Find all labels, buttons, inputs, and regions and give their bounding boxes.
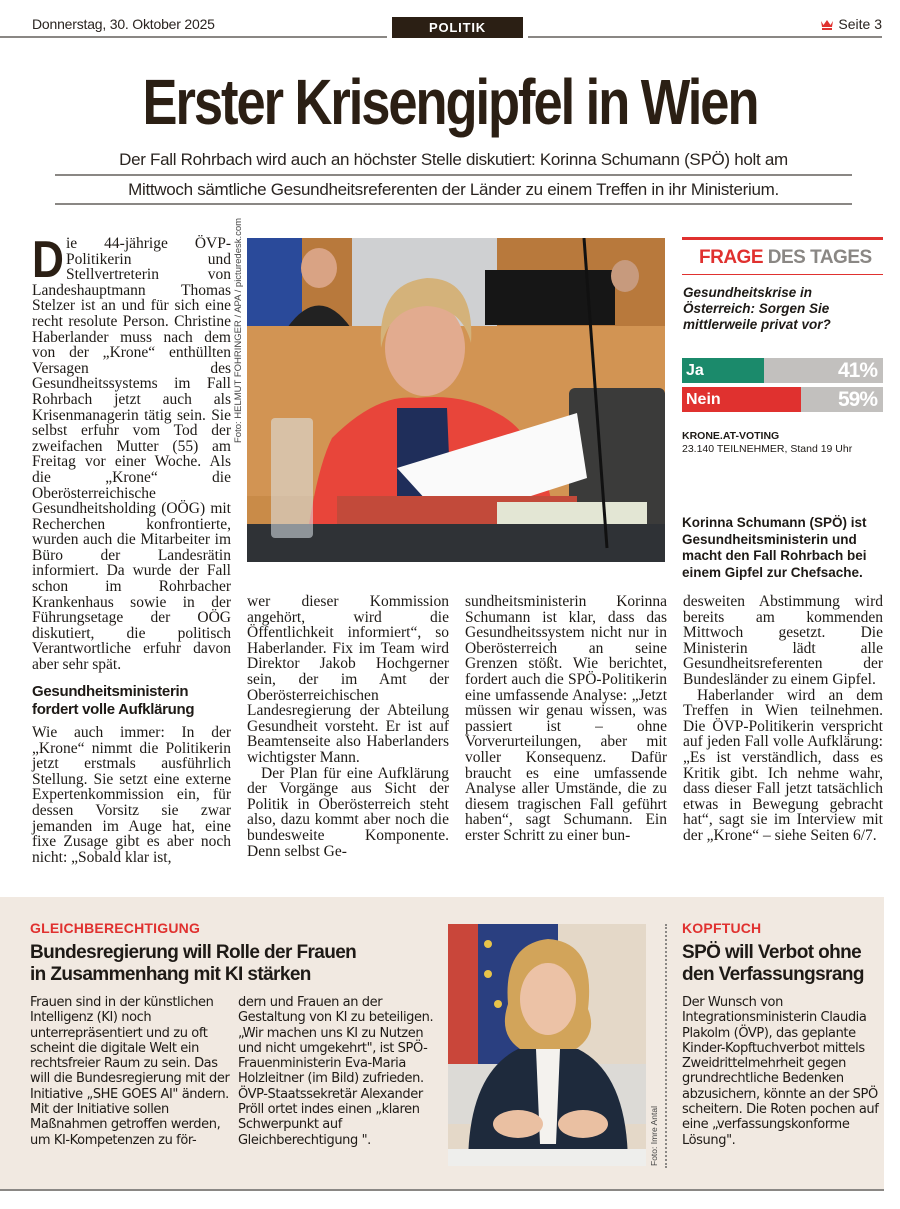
article-paragraph: wer dieser Kommission angehört, wird die Öffentlichkeit informiert“, so Haberlander. Fix im Team wird Direktor Jakob Hochgerner sein, der im Amt der Oberösterreichischen Landesregierung der Abteilung Gesundheit vorsteht. Er ist auf Beamtenseite also Haberlanders wichtigster Mann.: [247, 593, 449, 766]
main-photo[interactable]: [247, 238, 665, 562]
section-label: POLITIK: [392, 17, 523, 38]
story-headline: [682, 942, 882, 986]
poll-option-percent: 41%: [837, 359, 877, 382]
article-column-1-continued: [32, 725, 231, 865]
story-photo[interactable]: [448, 924, 646, 1166]
article-column-4: [683, 594, 883, 844]
poll-source-title: KRONE.AT-VOTING: [682, 430, 780, 442]
poll-question: Gesundheitskrise in Österreich: Sorgen Sie mittlerweile privat vor?: [683, 285, 831, 332]
drop-cap: D: [32, 231, 64, 289]
story-headline-line-1: Bundesregierung will Rolle der Frauen: [30, 942, 357, 963]
bottom-rule: [0, 1189, 884, 1191]
article-paragraph: Der Plan für eine Aufklärung der Vorgänge aus Sicht der Politik in Oberösterreich steht also, dazu kommt aber noch die bundesweite Komponente. Denn selbst Ge-: [247, 764, 449, 860]
article-paragraph: Wie auch immer: In der „Krone“ nimmt die Politikerin jetzt erstmals ausführlich Stellung. Sie setzt eine externe Expertenkommission ein, für dessen Vorsitz sie zwar jemanden im Auge hat, eine fixe Zusage gibt es aber noch nicht: „Sobald klar ist,: [32, 724, 231, 866]
story-photo-illustration: [448, 924, 646, 1166]
article-paragraph: desweiten Abstimmung wird bereits am kommenden Mittwoch gesetzt. Die Ministerin lädt alle Gesundheitsreferenten der Bundesländer zu einem Gipfel.: [683, 593, 883, 688]
article-subhead-line-2: Mittwoch sämtliche Gesundheitsreferenten der Länder zu einem Treffen in ihr Ministerium.: [128, 180, 779, 199]
story-kicker: KOPFTUCH: [682, 920, 762, 936]
photo-credit: [232, 217, 246, 443]
article-headline: Erster Krisengipfel in Wien: [142, 66, 758, 138]
poll-title: [682, 240, 883, 274]
poll-option-yes: [682, 358, 883, 383]
article-paragraph: ie 44-jährige ÖVP-Politikerin und Stellvertreterin von Landeshauptmann Thomas Stelzer ist an und für sich eine recht resolute Person. Christine Haberlander muss nach dem von der „Krone“ enthüllten Versagen des Gesundheitssystems im Fall Rohrbach jetzt auch als Krisenmanagerin tätig sein. Sie selbst erfuhr vom Tod der zweifachen Mutter (55) am Freitag vor einer Woche. Als die „Krone“ die Oberösterreichische Gesundheitsholding (OÖG) mit Recherchen konfrontierte, wurden auch die Mitarbeiter im Büro der Landesrätin informiert. Da wurde der Fall schon im Rohrbacher Krankenhaus sowie in der Führungsetage der OÖG diskutiert, die politisch Verantwortliche erfuhr davon aber sehr spät.: [32, 235, 231, 674]
poll-option-no: [682, 387, 883, 412]
subhead-rule: [55, 203, 852, 205]
poll-title-red: FRAGE: [699, 247, 763, 268]
page-number-label: Seite 3: [838, 16, 882, 32]
poll-option-label: Ja: [686, 362, 704, 379]
article-column-1: [32, 231, 231, 674]
article-paragraph: Haberlander wird an dem Treffen in Wien teilnehmen. Die ÖVP-Politikerin verspricht auf jeden Fall volle Aufklärung: „Es ist verständlich, dass es Kritik gibt. Ich nehme wahr, dass dieser Fall jetzt tatsächlich etwas in Bewegung gebracht hat“, sagt sie im Interview mit der „Krone“ – siehe Seiten 6/7.: [683, 686, 883, 844]
header-rule-right: [528, 36, 882, 38]
article-column-2: [247, 594, 449, 859]
header-rule-left: [0, 36, 387, 38]
subhead-rule: [55, 174, 852, 176]
issue-date: Donnerstag, 30. Oktober 2025: [32, 16, 215, 32]
poll-source: [682, 430, 883, 456]
poll-option-percent: 59%: [837, 388, 877, 411]
story-headline-line-2: den Verfassungsrang: [682, 964, 864, 985]
poll-source-detail: 23.140 TEILNEHMER, Stand 19 Uhr: [682, 443, 853, 455]
article-column-3: [465, 594, 667, 844]
article-paragraph: sundheitsministerin Korinna Schumann ist klar, dass das Gesundheitssystem nicht nur in Oberösterreich an seine Grenzen stößt. Wie berichtet, fordert auch die SPÖ-Politikerin eine umfassende Analyse: „Jetzt müssen wir genau wissen, was passiert ist – ohne Vorverurteilungen, aber mit voller Konsequenz. Dafür braucht es eine umfassende Analyse aller Umstände, die zu diesem tragischen Fall geführt haben“, sagt Schumann. Ein erster Schritt zu einer bun-: [465, 593, 667, 844]
page-header: [0, 0, 900, 40]
photo-caption: Korinna Schumann (SPÖ) ist Gesundheitsministerin und macht den Fall Rohrbach bei einem Gipfel zur Chefsache.: [682, 515, 867, 580]
story-headline-line-1: SPÖ will Verbot ohne: [682, 942, 862, 963]
story-headline-line-2: in Zusammenhang mit KI stärken: [30, 964, 311, 985]
poll-box: [682, 237, 883, 456]
story-body-column-1: Frauen sind in der künstlichen Intelligenz (KI) noch unterrepräsentiert und zu oft scheint die digitale Welt ein rechtsfreier Raum zu sein. Das will die Bundesregierung mit der Initiative „SHE GOES AI" ändern. Mit der Initiative sollen Maßnahmen getroffen werden, um KI-Kompetenzen zu för-: [30, 995, 230, 1148]
poll-option-label: Nein: [686, 391, 721, 408]
story-body-column-2: dern und Frauen an der Gestaltung von KI zu beteiligen. „Wir machen uns KI zu Nutzen und nicht umgekehrt", ist SPÖ-Frauenministerin Eva-Maria Holzleitner (im Bild) zufrieden. ÖVP-Staatssekretär Alexander Pröll ortet indes einen „klaren Schwerpunkt auf Gleichberechtigung ".: [238, 995, 434, 1148]
article-subhead-line-1: Der Fall Rohrbach wird auch an höchster Stelle diskutiert: Korinna Schumann (SPÖ) holt am: [119, 150, 788, 169]
main-photo-illustration: [247, 238, 665, 562]
article-crosshead: Gesundheitsministerin fordert volle Aufklärung: [32, 683, 195, 718]
column-separator: [665, 924, 667, 1168]
story-body: Der Wunsch von Integrationsministerin Claudia Plakolm (ÖVP), das geplante Kinder-Kopftuchverbot mittels Zweidrittelmehrheit gegen grundrechtliche Bedenken abzusichern, könnte an der SPÖ scheitern. Die Roten pochen auf eine „verfassungskonforme Lösung".: [682, 995, 879, 1148]
crown-icon: [820, 19, 834, 30]
story-kicker: GLEICHBERECHTIGUNG: [30, 920, 201, 936]
poll-title-grey: DES TAGES: [767, 247, 872, 268]
page-number: [820, 16, 882, 32]
story-photo-credit-text: Foto: Imre Antal: [649, 1106, 659, 1166]
photo-credit-text: Foto: HELMUT FOHRINGER / APA / picturedesk.com: [233, 217, 244, 443]
story-headline: [30, 942, 430, 986]
story-photo-credit: [648, 1090, 660, 1166]
